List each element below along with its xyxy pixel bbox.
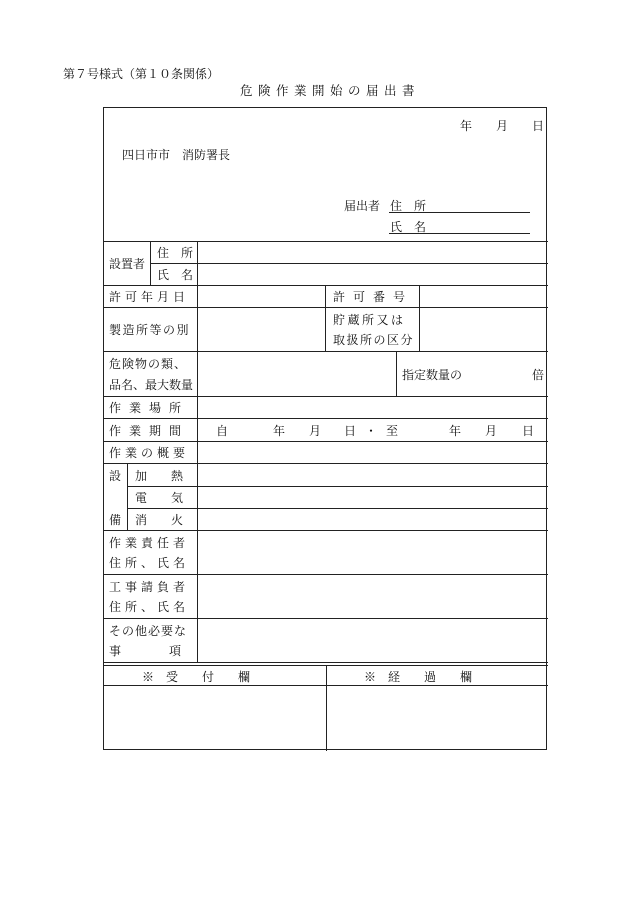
supervisor-label-1: 作業責任者 [109, 536, 190, 550]
period-day2-label: 日 [522, 424, 535, 438]
applicant-address-label: 住 所 [390, 199, 427, 213]
other-matters-label-2: 事 項 [109, 644, 182, 658]
installer-name-label: 氏 名 [157, 268, 194, 282]
applicant-name-line [389, 233, 530, 234]
times-label: 倍 [532, 368, 545, 382]
rule [150, 241, 151, 285]
installer-label: 設置者 [109, 257, 146, 271]
storage-category-label-1: 貯蔵所又は [333, 313, 406, 327]
period-month1-label: 月 [309, 424, 322, 438]
designated-quantity-label: 指定数量の [402, 368, 463, 382]
date-year-label: 年 [460, 119, 473, 133]
date-day-label: 日 [532, 119, 545, 133]
form-sheet [103, 107, 547, 750]
hazard-label-1: 危険物の類、 [109, 357, 188, 371]
period-year1-label: 年 [273, 424, 286, 438]
work-period-label: 作業期間 [109, 424, 190, 438]
form-title: 危険作業開始の届出書 [240, 83, 421, 98]
contractor-label-2: 住所、氏名 [109, 600, 190, 614]
applicant-name-label: 氏 名 [390, 220, 427, 234]
work-place-label: 作業場所 [109, 401, 190, 415]
period-month2-label: 月 [485, 424, 498, 438]
date-month-label: 月 [496, 119, 509, 133]
addressee: 四日市市 消防署長 [122, 148, 231, 162]
rule [197, 241, 198, 662]
rule [127, 463, 128, 530]
applicant-address-line [389, 212, 530, 213]
rule [150, 263, 548, 264]
progress-column-label: ※ 経 過 欄 [364, 670, 473, 684]
storage-category-label-2: 取扱所の区分 [333, 333, 415, 347]
permit-date-label: 許可年月日 [109, 290, 190, 304]
fire-extinguishing-label: 消 火 [135, 513, 184, 527]
period-year2-label: 年 [449, 424, 462, 438]
contractor-label-1: 工事請負者 [109, 580, 190, 594]
other-matters-label-1: その他必要な [109, 624, 188, 638]
equipment-label-2: 備 [109, 513, 122, 527]
rule [104, 351, 548, 352]
supervisor-label-2: 住所、氏名 [109, 556, 190, 570]
rule [396, 351, 397, 396]
permit-number-label: 許可番号 [333, 290, 414, 304]
rule [127, 486, 548, 487]
period-day1-label: 日・至 [344, 424, 408, 438]
rule [419, 285, 420, 351]
hazard-label-2: 品名、最大数量 [109, 378, 194, 392]
installer-address-label: 住 所 [157, 246, 194, 260]
rule [127, 508, 548, 509]
reception-column-label: ※ 受 付 欄 [142, 670, 251, 684]
heating-label: 加 熱 [135, 469, 184, 483]
applicant-label: 届出者 [344, 199, 381, 213]
rule [326, 665, 327, 751]
form-number: 第７号様式（第１０条関係） [63, 67, 220, 81]
equipment-label-1: 設 [109, 469, 122, 483]
facility-type-label: 製造所等の別 [109, 323, 191, 337]
work-outline-label: 作業の概要 [109, 446, 190, 460]
period-from-label: 自 [216, 424, 229, 438]
electric-label: 電 気 [135, 491, 184, 505]
rule [325, 285, 326, 351]
